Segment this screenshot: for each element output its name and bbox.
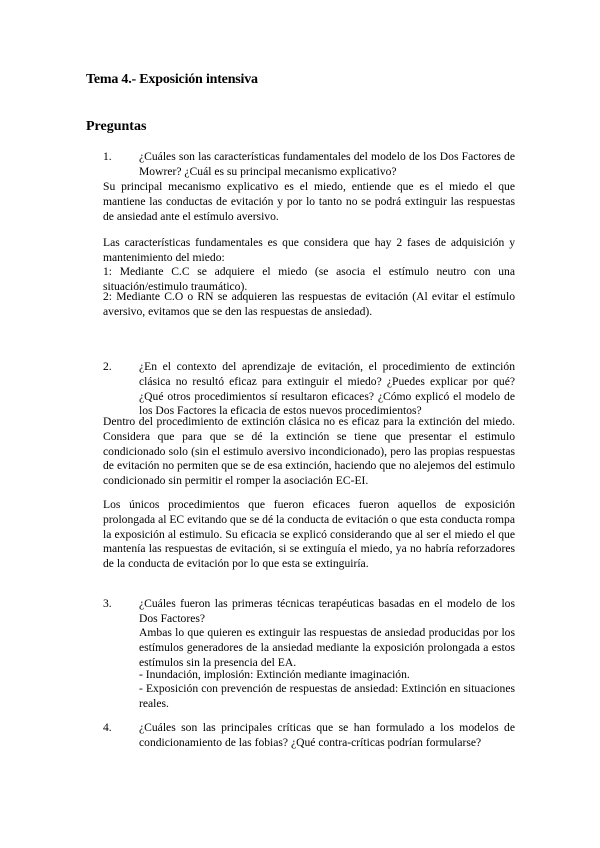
question-3: [103, 597, 515, 627]
question-1: [103, 150, 515, 180]
question-text: ¿Cuáles son las características fundamentales del modelo de los Dos Factores de Mowrer? ¿Cuál es su principal mecanismo explicativo?: [139, 150, 515, 178]
answer-paragraph: Dentro del procedimiento de extinción clásica no es eficaz para la extinción del miedo. Considera que para que se dé la extinción se tiene que presentar el estimulo condicionado solo (sin el estimulo aversivo incondicionado), pero las propias respuestas de evitación no permiten que se de esa extinción, haciendo que no alejemos del estimulo condicionado sin permitir el romper la asociación EC-EI.: [103, 415, 515, 488]
question-number: 1.: [103, 150, 112, 163]
answer-paragraph: Ambas lo que quieren es extinguir las respuestas de ansiedad producidas por los estímulos generadores de la ansiedad mediante la exposición prolongada a estos estímulos sin la presencia del EA.: [139, 626, 515, 669]
question-text: ¿Cuáles fueron las primeras técnicas terapéuticas basadas en el modelo de los Dos Factores?: [139, 597, 515, 625]
question-number: 4.: [103, 721, 112, 734]
answer-paragraph: 1: Mediante C.C se adquiere el miedo (se asocia el estímulo neutro con una situación/estimulo traumático).: [103, 265, 515, 293]
question-2: [103, 360, 515, 419]
question-number: 2.: [103, 360, 112, 373]
question-4: [103, 721, 515, 751]
answer-paragraph: Su principal mecanismo explicativo es el miedo, entiende que es el miedo el que mantiene las conductas de evitación y por lo tanto no se podrá extinguir las respuestas de ansiedad ante el estímulo aversivo.: [103, 180, 515, 223]
question-number: 3.: [103, 597, 112, 610]
answer-paragraph: Los únicos procedimientos que fueron eficaces fueron aquellos de exposición prolongada al EC evitando que se dé la conducta de evitación o que esta conducta rompa la exposición al estimulo. Su eficacia se explicó considerando que al ser el miedo el que mantenía las respuestas de evitación, si se extinguía el miedo, ya no habría reforzadores de la conducta de evitación por lo que esta se extinguiría.: [103, 498, 515, 571]
question-text: ¿En el contexto del aprendizaje de evitación, el procedimiento de extinción clásica no resultó eficaz para extinguir el miedo? ¿Puedes explicar por qué? ¿Qué otros procedimientos sí resultaron eficaces? ¿Cómo explicó el modelo de los Dos Factores la eficacia de estos nuevos procedimientos?: [139, 360, 515, 418]
answer-paragraph: 2: Mediante C.O o RN se adquieren las respuestas de evitación (Al evitar el estímulo aversivo, evitamos que se den las respuestas de ansiedad).: [103, 290, 515, 318]
answer-paragraph: - Inundación, implosión: Extinción mediante imaginación.: [139, 668, 410, 681]
answer-paragraph: Las características fundamentales es que considera que hay 2 fases de adquisición y mantenimiento del miedo:: [103, 236, 515, 264]
section-heading: Preguntas: [86, 119, 147, 134]
answer-paragraph: - Exposición con prevención de respuestas de ansiedad: Extinción en situaciones reales.: [139, 682, 515, 710]
document-title: Tema 4.- Exposición intensiva: [86, 72, 258, 87]
question-text: ¿Cuáles son las principales críticas que se han formulado a los modelos de condicionamiento de las fobias? ¿Qué contra-críticas podrían formularse?: [139, 721, 515, 749]
